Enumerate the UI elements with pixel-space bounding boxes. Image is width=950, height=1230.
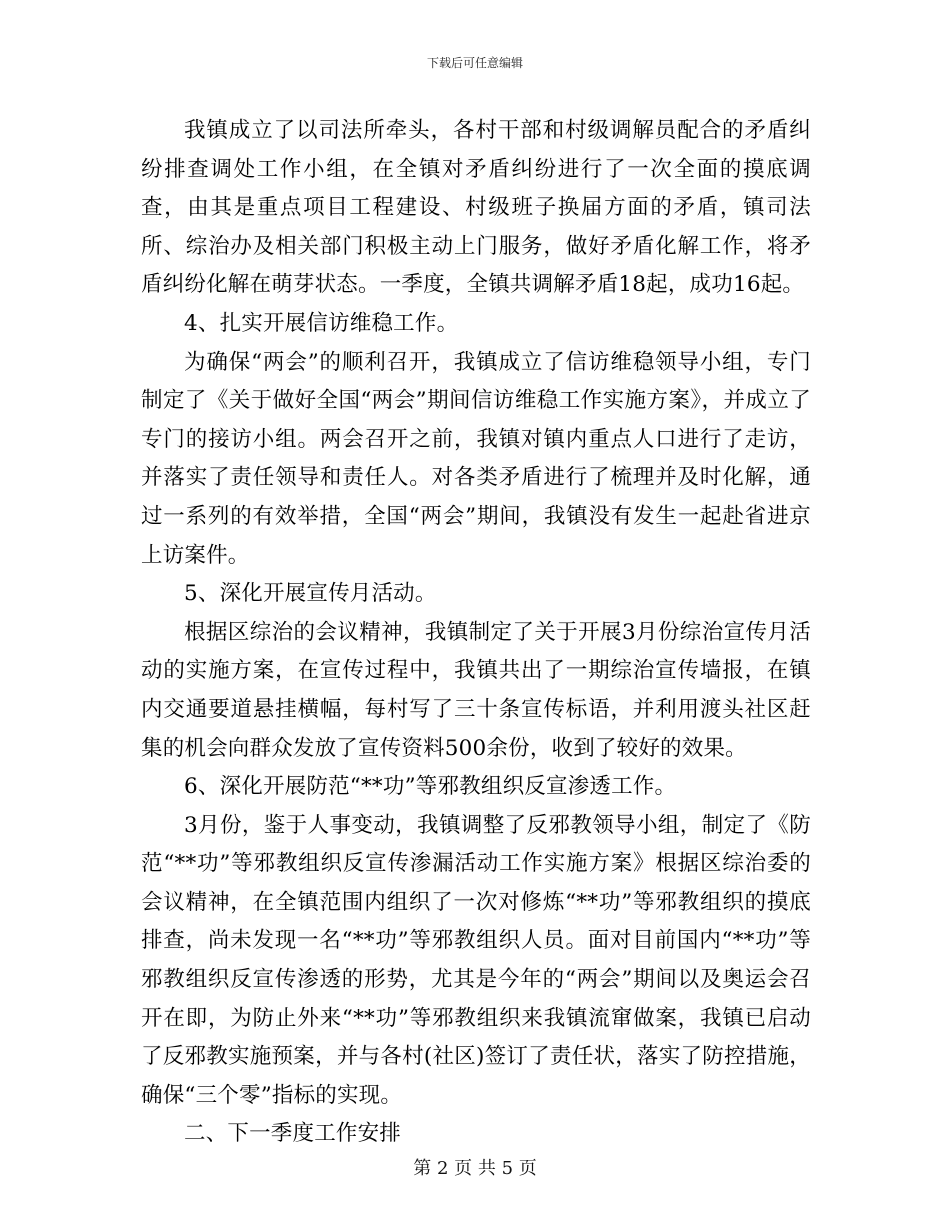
heading-petition-stability: 4、扎实开展信访维稳工作。: [184, 310, 459, 336]
heading-next-quarter: 二、下一季度工作安排: [184, 1121, 402, 1147]
paragraph-dispute-mediation: 我镇成立了以司法所牵头，各村干部和村级调解员配合的矛盾纠纷排查调处工作小组，在全镇对矛盾纠纷进行了一次全面的摸底调查，由其是重点项目工程建设、村级班子换届方面的矛盾，镇司法所、综治办及相关部门积极主动上门服务，做好矛盾化解工作，将矛盾纠纷化解在萌芽状态。一季度，全镇共调解矛盾18起，成功16起。: [141, 118, 811, 298]
page-header: 下载后可任意编辑: [426, 56, 523, 70]
page-footer: 第 2 页 共 5 页: [413, 1158, 537, 1179]
paragraph-petition-stability: 为确保“两会”的顺利召开，我镇成立了信访维稳领导小组，专门制定了《关于做好全国“两会”期间信访维稳工作实施方案》，并成立了专门的接访小组。两会召开之前，我镇对镇内重点人口进行了走访，并落实了责任领导和责任人。对各类矛盾进行了梳理并及时化解，通过一系列的有效举措，全国“两会”期间，我镇没有发生一起赴省进京上访案件。: [141, 349, 811, 568]
paragraph-anti-cult: 3月份，鉴于人事变动，我镇调整了反邪教领导小组，制定了《防范“**功”等邪教组织反宣传渗漏活动工作实施方案》根据区综治委的会议精神，在全镇范围内组织了一次对修炼“**功”等邪教组织的摸底排查，尚未发现一名“**功”等邪教组织人员。面对目前国内“**功”等邪教组织反宣传渗透的形势，尤其是今年的“两会”期间以及奥运会召开在即，为防止外来“**功”等邪教组织来我镇流窜做案，我镇已启动了反邪教实施预案，并与各村(社区)签订了责任状，落实了防控措施，确保“三个零”指标的实现。: [141, 812, 811, 1108]
paragraph-publicity-month: 根据区综治的会议精神，我镇制定了关于开展3月份综治宣传月活动的实施方案，在宣传过程中，我镇共出了一期综治宣传墙报，在镇内交通要道悬挂横幅，每村写了三十条宣传标语，并利用渡头社区赶集的机会向群众发放了宣传资料500余份，收到了较好的效果。: [141, 619, 811, 761]
heading-anti-cult: 6、深化开展防范“**功”等邪教组织反宣渗透工作。: [184, 774, 677, 800]
document-body: [141, 112, 811, 1154]
heading-publicity-month: 5、深化开展宣传月活动。: [184, 581, 437, 607]
